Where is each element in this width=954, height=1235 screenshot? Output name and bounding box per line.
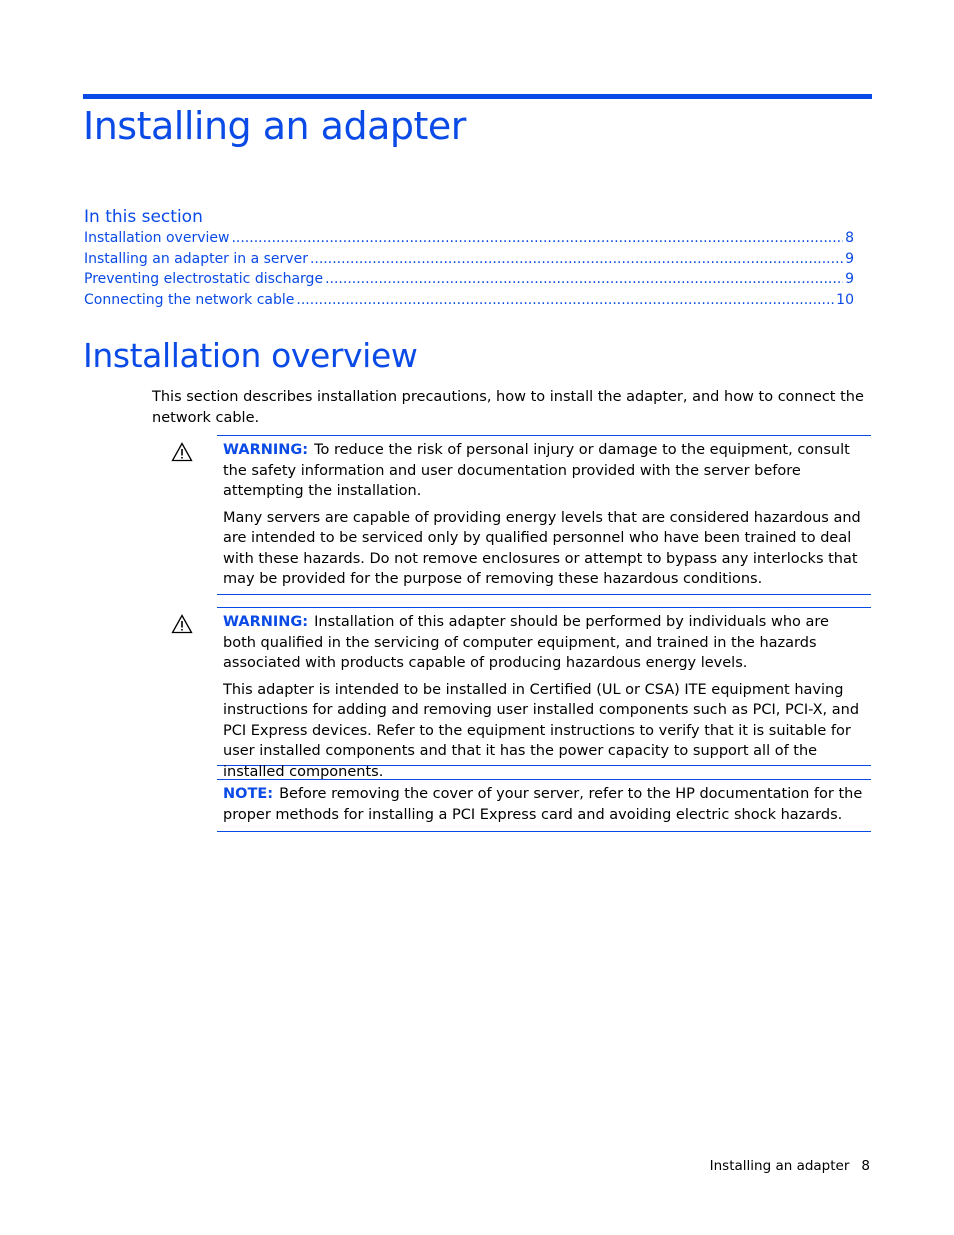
toc-link-installing-adapter[interactable]	[84, 251, 854, 272]
warning-label: WARNING:	[223, 614, 309, 630]
section-title: Installation overview	[83, 336, 418, 375]
toc-label: Connecting the network cable	[84, 291, 295, 308]
warning-text: WARNING: To reduce the risk of personal injury or damage to the equipment, consult the safety information and user documentation provided with the server before attempting the installation.	[223, 442, 850, 499]
chapter-title: Installing an adapter	[83, 104, 466, 148]
toc-heading: In this section	[84, 207, 203, 227]
warning-extra-text: Many servers are capable of providing energy levels that are considered hazardous and are intended to be serviced only by qualified personnel who have been trained to deal with these hazards. Do not remove enclosures or attempt to bypass any interlocks that may be provided for the purpose of removing these hazardous conditions.	[223, 509, 861, 587]
warning-text: WARNING: Installation of this adapter should be performed by individuals who are both qualified in the servicing of computer equipment, and trained in the hazards associated with products capable of producing hazardous energy levels.	[223, 614, 829, 671]
footer-title: Installing an adapter	[709, 1158, 850, 1174]
footer-page-number: 8	[861, 1158, 870, 1174]
warning-extra-text: This adapter is intended to be installed in Certified (UL or CSA) ITE equipment having instructions for adding and removing user installed components such as PCI, PCI-X, and PCI Express devices. Refer to the equipment instructions to verify that it is suitable for user installed components and that it has the power capacity to support all of the installed components.	[223, 681, 860, 780]
toc-link-installation-overview[interactable]	[84, 230, 854, 251]
note-notice	[217, 779, 871, 832]
toc-page: 8	[845, 230, 854, 246]
table-of-contents	[84, 230, 854, 312]
toc-label: Installing an adapter in a server	[84, 250, 308, 267]
intro-paragraph: This section describes installation precautions, how to install the adapter, and how to connect the network cable.	[152, 389, 864, 426]
toc-label: Preventing electrostatic discharge	[84, 271, 324, 287]
toc-leader	[231, 230, 843, 246]
warning-triangle-icon	[171, 442, 193, 462]
toc-page: 10	[836, 291, 854, 308]
toc-link-network-cable[interactable]	[84, 292, 854, 313]
warning-notice	[217, 435, 871, 595]
toc-leader	[325, 271, 843, 287]
chapter-rule	[83, 94, 872, 99]
warning-label: WARNING:	[223, 442, 309, 458]
warning-notice	[217, 607, 871, 780]
page-footer	[710, 1158, 870, 1174]
toc-page: 9	[845, 271, 854, 287]
toc-page: 9	[845, 250, 854, 267]
note-label: NOTE:	[223, 786, 274, 802]
toc-leader	[296, 292, 834, 308]
note-text: NOTE: Before removing the cover of your server, refer to the HP documentation for the proper methods for installing a PCI Express card and avoiding electric shock hazards.	[223, 786, 863, 823]
toc-leader	[310, 251, 843, 267]
toc-label: Installation overview	[84, 230, 230, 246]
warning-triangle-icon	[171, 614, 193, 634]
toc-link-electrostatic-discharge[interactable]	[84, 271, 854, 292]
